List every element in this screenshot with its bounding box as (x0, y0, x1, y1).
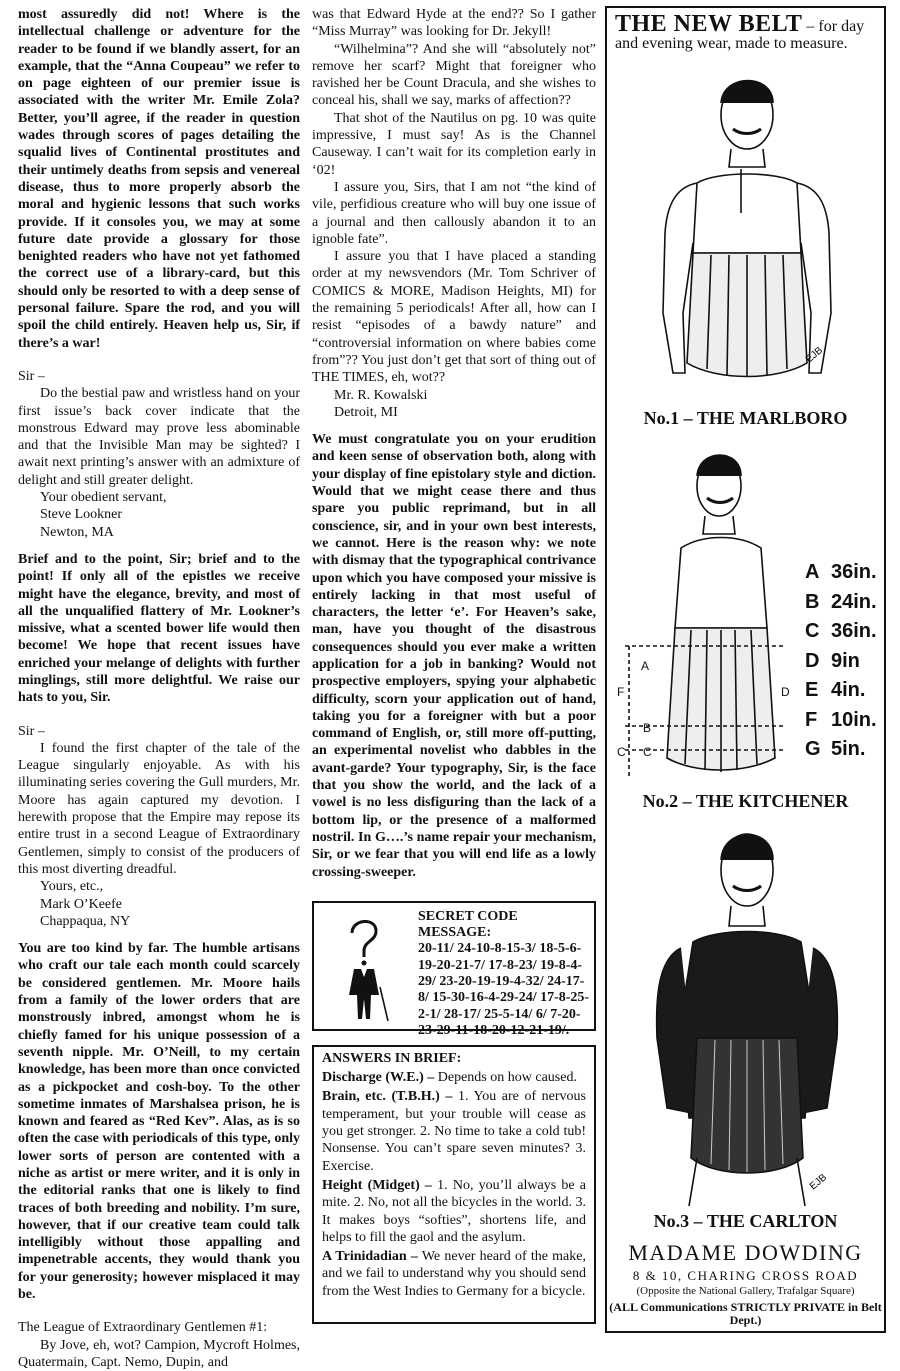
answer-question: A Trinidadian – (322, 1249, 418, 1265)
ad-address: 8 & 10, CHARING CROSS ROAD (632, 1268, 859, 1283)
column-1 (18, 6, 300, 1371)
answers-heading: ANSWERS IN BRIEF: (322, 1050, 462, 1066)
letter-kowalski-continued (312, 6, 596, 421)
letter-signoff: Yours, etc., (40, 879, 104, 895)
letter-salutation: Sir – (18, 368, 45, 384)
answer-item (322, 1088, 586, 1174)
ad-title-main: THE NEW BELT (615, 11, 803, 37)
editor-reply-4: We must congratulate you on your erudition and keen sense of observation both, along with your display of fine epistolary style and diction. Would that we might cease there and thus spare you public reprimand, but in all conscience, sir, and in your own best interests, we cannot. Here is the reason why: we note with dismay that the typographical contrivance upon which you have composed your missive is entirely lacking in that most useful of characters, the letter ‘e’. For Heaven’s sake, man, have you thought of the disastrous consequences should you ever make a written application for a job in banking? Would not prospective employers, spying your alphabetic difficulty, scorn your application out of hand, taking you for a foreigner with but a poor command of English, or, still more off-putting, an experimental novelist who dabbles in the avant-garde? Your typography, Sir, is the face that you show the world, and the lack of a vowel is no less disfiguring than the lack of a bottom lip, or the presence of a malformed nostril. In G….’s name repair your mechanism, Sir, or we fear that you will end life as a lowly crossing-sweeper. (312, 432, 596, 880)
new-belt-advertisement (605, 6, 886, 1333)
answer-item (322, 1177, 586, 1246)
diagram-label-a: A (641, 659, 650, 673)
letter-location: Chappaqua, NY (40, 913, 131, 929)
letter-kowalski-start (18, 1319, 300, 1371)
artist-signature: EJB (807, 1172, 829, 1193)
answer-item (322, 1248, 586, 1300)
answers-in-brief-box (312, 1045, 596, 1324)
madame-dowding-name: MADAME DOWDING (628, 1240, 863, 1265)
letter-location: Newton, MA (40, 524, 114, 540)
ad-title-suffix: – for day (802, 18, 865, 35)
diagram-label-d: D (781, 685, 790, 699)
letter-paragraph: That shot of the Nautilus on pg. 10 was quite impressive, I must say! As is the Channel Causeway. I can’t wait for its completion early in ‘02! (312, 110, 596, 178)
diagram-label-c-outer: C (617, 745, 626, 759)
answer-question: Discharge (W.E.) – (322, 1070, 435, 1086)
letter-signoff: Your obedient servant, (40, 490, 167, 506)
caption-carlton: No.3 – THE CARLTON (653, 1211, 838, 1231)
letter-body: Do the bestial paw and wristless hand on your first issue’s back cover indicate that the monstrous Edward may prove less abominable and that the Invisible Man may be sighted? I await next printing’s answer with an admixture of delight and still greater delight. (18, 386, 300, 488)
diagram-label-c: C (643, 745, 652, 759)
ad-title (615, 11, 877, 52)
caption-marlboro: No.1 – THE MARLBORO (643, 408, 848, 428)
secret-code-numbers: 20-11/ 24-10-8-15-3/ 18-5-6-19-20-21-7/ 17-8-23/ 19-8-4-29/ 23-20-19-19-4-32/ 24-17-8/ 15-30-16-4-29-24/ 17-8-25-2-1/ 28-17/ 25-5-14/ 6/ 7-20-23-29-11-18-20-12-21-19/. (418, 941, 590, 1038)
ad-privacy-note: (ALL Communications STRICTLY PRIVATE in Belt Dept.) (609, 1300, 882, 1327)
diagram-label-f: F (617, 685, 625, 699)
letter-author: Mark O’Keefe (40, 896, 123, 912)
carlton-belt-illustration (637, 818, 857, 1208)
answer-question: Height (Midget) – (322, 1177, 432, 1193)
letter-paragraph: was that Edward Hyde at the end?? So I gather “Miss Murray” was looking for Dr. Jekyll! (312, 7, 596, 40)
size-row-d: D 9in (805, 649, 860, 672)
letter-body: By Jove, eh, wot? Campion, Mycroft Holmes, Quatermain, Capt. Nemo, Dupin, and (18, 1337, 300, 1370)
caption-kitchener: No.2 – THE KITCHENER (642, 791, 849, 811)
answer-text: 1. You are of nervous temperament, but your trouble will cease as you get stronger. 2. No time to take a cold tub! Nonsense. You can’t spare seven minutes? 3. Exercise. (322, 1089, 587, 1174)
editor-reply-1: most assuredly did not! Where is the intellectual challenge or adventure for the reader to be found if we blandly assert, for an example, that the “Anna Coupeau” we refer to on page eighteen of our premier issue is associated with the writer Mr. Emile Zola? Better, you’ll agree, if the reader in question wades through scores of pages detailing the squalid lives of Continental prostitutes and their untimely deaths from sepsis and venereal disease, thus to more properly absorb the moral and hygienic lessons that such works provide. If it consoles you, we may at some future date provide a glossary for those benighted readers who have not yet fathomed the correct use of a library-card, but this should only be resorted to with a deep sense of personal failure. Spare the rod, and you will spoil the child entirely. Heaven help us, Sir, if there’s a war! (18, 7, 300, 351)
letter-lookner (18, 368, 300, 541)
artist-signature: EJB (803, 345, 825, 366)
answer-question: Brain, etc. (T.B.H.) – (322, 1089, 453, 1105)
marlboro-belt-illustration (637, 63, 857, 403)
question-mark-gentleman-icon (324, 913, 404, 1023)
letter-location: Detroit, MI (334, 404, 398, 420)
letter-paragraph: “Wilhelmina”? And she will “absolutely not” remove her scarf? Might that foreigner who ravished her be Count Dracula, and she wishes to conceal his, shall we say, marks of affection?? (312, 41, 596, 109)
letter-paragraph: I assure you that I have placed a standing order at my newsvendors (Mr. Tom Schriver of COMICS & MORE, Madison Heights, MI) for the remaining 5 periodicals! After all, how can I resist “episodes of a bawdy nature” and “controversial information on where babies come from”?? You just don’t get that sort of thing out of THE TIMES, eh, wot?? (312, 249, 596, 386)
letter-okeefe (18, 723, 300, 931)
belt-size-list (805, 558, 877, 765)
editor-reply-3: You are too kind by far. The humble artisans who craft our tale each month could scarcely be considered gentlemen. Mr. Moore hails from a family of the lower orders that are monstrously inbred, amongst whom he is chiefly famed for his unique possession of a seventh nipple. Mr. O’Neill, to my certain knowledge, has been more than once convicted as a pickpocket and cosh-boy. To the other sometime inmates of Marshalsea prison, he is known and feared as “Red Kev”. Alas, as is so often the case with periodicals of this type, only lower sorts of person are contented with a niche as artist or mere writer, and it is only in the editorial ranks that one is likely to find traces of both breeding and nobility. I’m sure, however, that if our creative team could talk intelligibly without those appalling and impenetrable accents, they would thank you for your generosity; however misplaced it may be. (18, 941, 300, 1303)
editor-reply-2: Brief and to the point, Sir; brief and to the point! If only all of the epistles we receive might have the elegance, brevity, and most of all the unqualified flattery of Mr. Lookner’s missive, what a scented bower life would then become! We hope that recent issues have enriched your melange of delights with further minglings, still more delightful. We raise our hats to you, Sir. (18, 551, 300, 706)
diagram-label-b: B (643, 721, 652, 735)
letter-salutation: Sir – (18, 723, 45, 739)
answer-item (322, 1069, 586, 1086)
letter-paragraph: I assure you, Sirs, that I am not “the kind of vile, perfidious creature who will buy one issue of a journal and then callously abandon it to an ignoble fate”. (312, 179, 596, 247)
letter-body: I found the first chapter of the tale of the League singularly enjoyable. As with his illuminating series covering the Gull murders, Mr. Moore has again captured my devotion. I herewith propose that the Empire may repose its entire trust in a second League of Extraordinary Gentlemen, simply to consist of the producers of this most diverting dreadful. (18, 740, 300, 877)
size-row-b: B 24in. (805, 590, 877, 613)
size-row-g: G 5in. (805, 738, 866, 760)
ad-title-line2: and evening wear, made to measure. (615, 35, 848, 52)
letter-salutation: The League of Extraordinary Gentlemen #1: (18, 1320, 268, 1336)
ad-location-note: (Opposite the National Gallery, Trafalgar Square) (636, 1285, 855, 1297)
size-row-e: E 4in. (805, 679, 866, 701)
column-2 (312, 6, 596, 1324)
secret-code-box (312, 901, 596, 1038)
size-row-c: C 36in. (805, 620, 877, 642)
letter-author: Steve Lookner (40, 507, 123, 523)
secret-code-heading: SECRET CODE MESSAGE: (418, 908, 518, 941)
size-row-f: F 10in. (805, 708, 877, 731)
answer-text: 1. No, you’ll always be a mite. 2. No, not all the bicycles in the world. 3. It makes boys “softies”, shortens life, and helps to fill the gaol and the asylum. (322, 1177, 587, 1245)
kitchener-belt-illustration (615, 438, 805, 788)
answer-text: Depends on how caused. (434, 1070, 577, 1086)
letter-author: Mr. R. Kowalski (334, 387, 428, 403)
answer-text: We never heard of the make, and we fail to understand why you should send from the West Indies to Germany for a bicycle. (322, 1249, 586, 1299)
size-row-a: A 36in. (805, 561, 877, 583)
